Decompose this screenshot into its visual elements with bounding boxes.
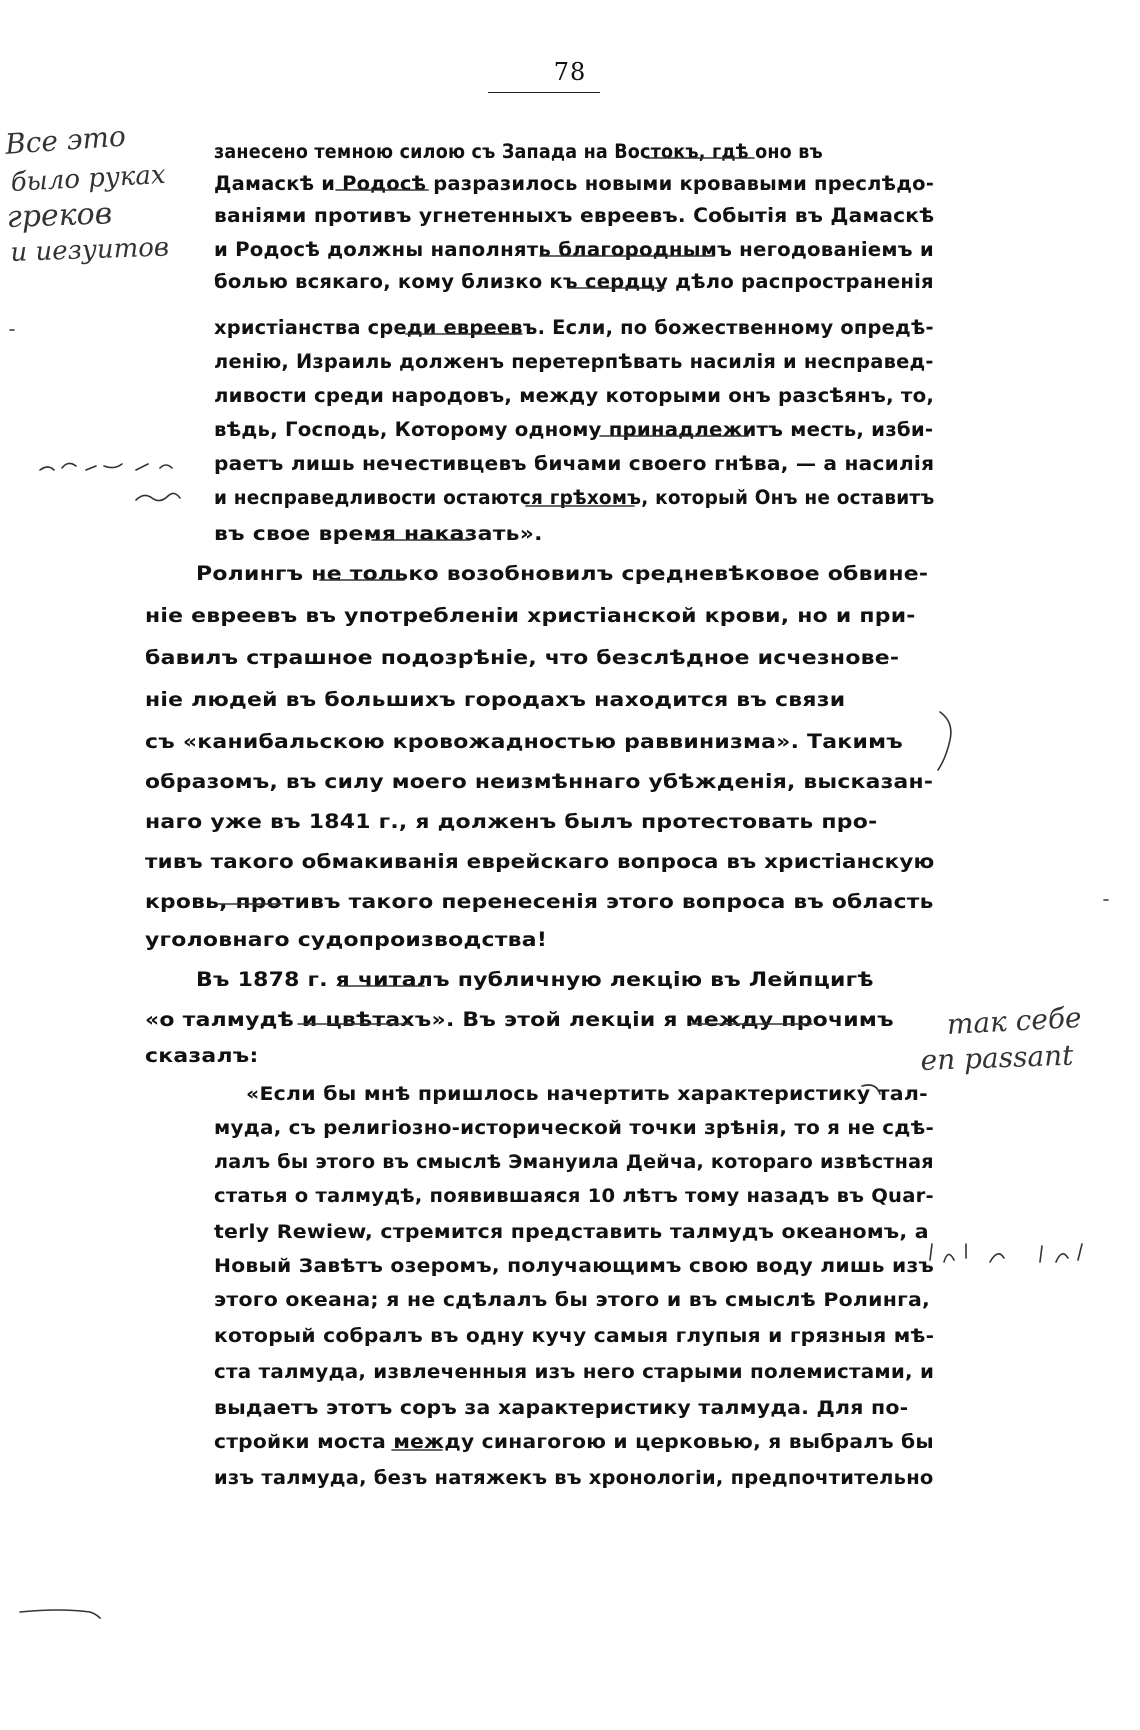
body-line: Дамаскѣ и Родосѣ разразилось новыми кровавыми преслѣдо- [214, 172, 935, 195]
body-line: уголовнаго судопроизводства! [145, 928, 548, 951]
body-line: занесено темною силою съ Запада на Востокъ, гдѣ оно въ [214, 140, 823, 163]
quote-line: лалъ бы этого въ смыслѣ Эмануила Дейча, котораго извѣстная [214, 1152, 934, 1173]
margin-note-line: Все это [4, 119, 127, 161]
line-mark [20, 1610, 100, 1618]
body-line: образомъ, въ силу моего неизмѣннаго убѣжденія, высказан- [145, 770, 934, 793]
body-line: сказалъ: [145, 1044, 259, 1067]
quote-line: terly Rewiew, стремится представить талмудъ океаномъ, а [214, 1222, 929, 1243]
quote-line: ста талмуда, извлеченныя изъ него старыми полемистами, и [214, 1362, 935, 1383]
scribble-mark [40, 463, 172, 470]
body-line: кровь, противъ такого перенесенія этого вопроса въ область [145, 890, 934, 913]
quote-line: статья о талмудѣ, появившаяся 10 лѣтъ тому назадъ въ Quar- [214, 1186, 934, 1207]
body-line: наго уже въ 1841 г., я долженъ былъ протестовать про- [145, 810, 878, 833]
quote-line: выдаетъ этотъ соръ за характеристику талмуда. Для по- [214, 1398, 909, 1419]
body-line: вѣдь, Господь, Которому одному принадлежитъ месть, изби- [214, 418, 934, 441]
margin-note-line: греков [6, 196, 113, 235]
body-line: съ «канибальскою кровожадностью раввинизма». Такимъ [145, 730, 903, 753]
body-line: Ролингъ не только возобновилъ средневѣковое обвине- [196, 562, 929, 585]
page-number: 78 [553, 58, 587, 86]
body-line: ніе евреевъ въ употребленіи христіанской крови, но и при- [145, 604, 916, 627]
body-line: ливости среди народовъ, между которыми онъ разсѣянъ, то, [214, 384, 935, 407]
quote-line: муда, съ религіозно-исторической точки зрѣнія, то я не сдѣ- [214, 1118, 935, 1139]
body-line: христіанства среди евреевъ. Если, по божественному опредѣ- [214, 316, 934, 339]
body-line: въ свое время наказать». [214, 522, 543, 545]
quote-line: «Если бы мнѣ пришлось начертить характеристику тал- [246, 1084, 928, 1105]
margin-note-line: и иезуитов [10, 232, 170, 268]
body-line: Въ 1878 г. я читалъ публичную лекцію въ Лейпцигѣ [196, 968, 874, 991]
body-line: и несправедливости остаются грѣхомъ, который Онъ не оставитъ [214, 486, 935, 509]
quote-line: изъ талмуда, безъ натяжекъ въ хронологіи, предпочтительно [214, 1468, 934, 1489]
body-line: «о талмудѣ и цвѣтахъ». Въ этой лекціи я между прочимъ [145, 1008, 894, 1031]
quote-line: этого океана; я не сдѣлалъ бы этого и въ смыслѣ Ролинга, [214, 1290, 931, 1311]
scribble-mark [136, 493, 180, 500]
margin-note-line: так себе [946, 1000, 1083, 1041]
quote-line: стройки моста между синагогою и церковью, я выбралъ бы [214, 1432, 934, 1453]
quote-line: Новый Завѣтъ озеромъ, получающимъ свою воду лишь изъ [214, 1256, 934, 1277]
body-line: бавилъ страшное подозрѣніе, что безслѣдное исчезнове- [145, 646, 900, 669]
quote-line: который собралъ въ одну кучу самыя глупыя и грязныя мѣ- [214, 1326, 935, 1347]
hook-mark [862, 1085, 880, 1094]
body-line: ленію, Израиль долженъ перетерпѣвать насилія и несправед- [214, 350, 934, 373]
body-line: и Родосѣ должны наполнять благороднымъ негодованіемъ и [214, 238, 934, 261]
margin-note-line: en passant [920, 1038, 1074, 1077]
body-line: ваніями противъ угнетенныхъ евреевъ. Событія въ Дамаскѣ [214, 204, 935, 227]
body-line: ніе людей въ большихъ городахъ находится въ связи [145, 688, 846, 711]
body-line: болью всякаго, кому близко къ сердцу дѣло распространенія [214, 270, 934, 293]
margin-note-line: было руках [10, 159, 167, 198]
body-line: раетъ лишь нечестивцевъ бичами своего гнѣва, — а насилія [214, 452, 935, 475]
scribble-mark [930, 1244, 1082, 1262]
body-line: тивъ такого обмакиванія еврейскаго вопроса въ христіанскую [145, 850, 935, 873]
bracket-mark [938, 712, 951, 770]
